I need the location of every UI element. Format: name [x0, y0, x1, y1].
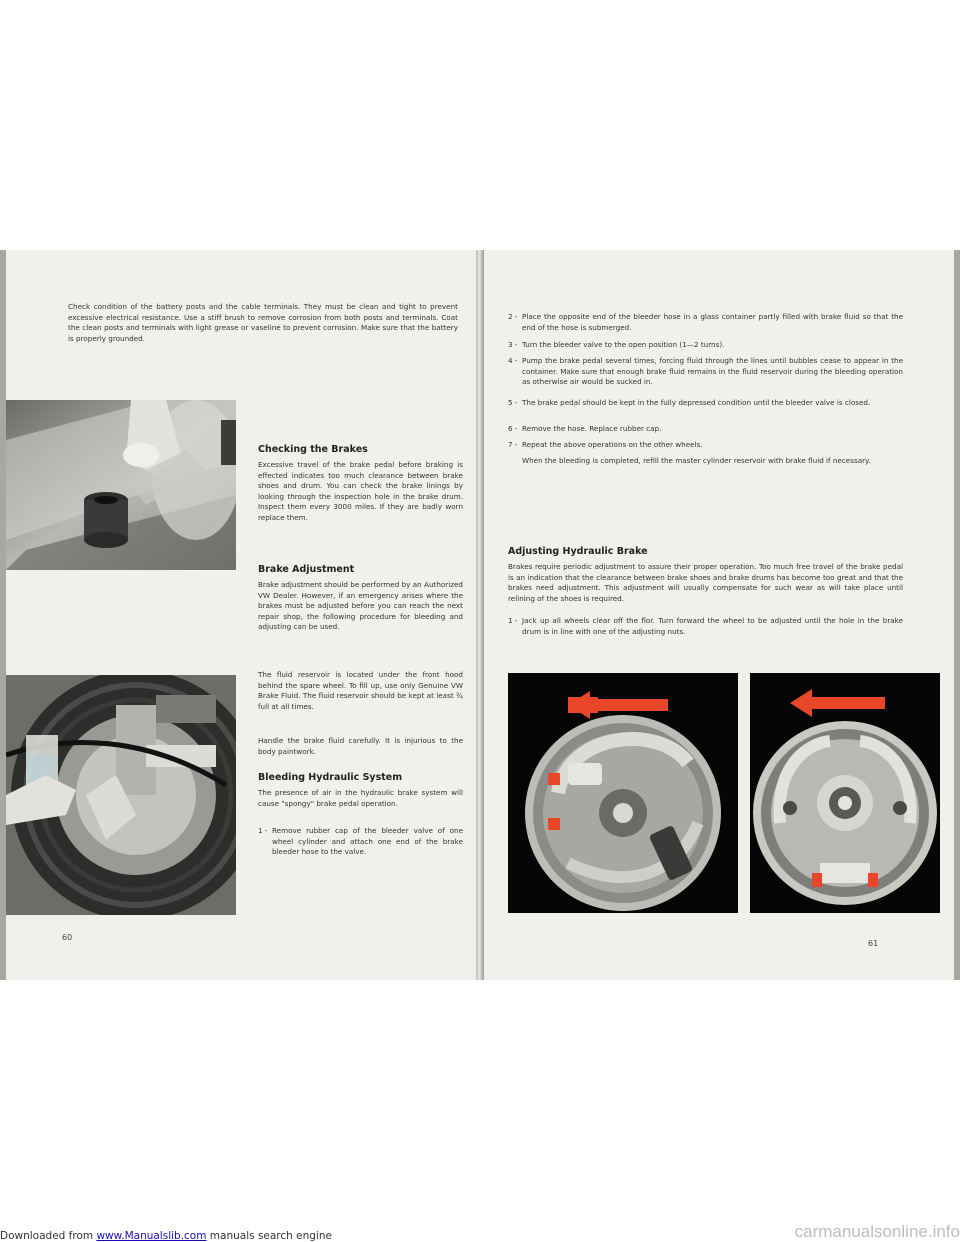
- step-text: Turn the bleeder valve to the open position (1—2 turns).: [522, 340, 725, 349]
- download-footer: [0, 1230, 332, 1242]
- step-number: 1 -: [508, 616, 518, 625]
- bleeding-illustration: [6, 675, 236, 915]
- page-61: [484, 250, 954, 980]
- battery-paragraph: Check condition of the battery posts and the cable terminals. They must be clean and tight to prevent excessive electrical resistance. Use a stiff brush to remove corrosion from both posts and terminals. Coat the clean posts and terminals with light grease or vaseline to prevent corrosion. Make sure that the battery is properly grounded.: [68, 302, 458, 343]
- page-number-60: 60: [62, 933, 73, 942]
- step-number: 6 -: [508, 424, 518, 433]
- step-number: 7 -: [508, 440, 518, 449]
- step-text: Place the opposite end of the bleeder hose in a glass container partly filled with brake fluid so that the end of the hose is submerged.: [522, 312, 903, 332]
- bleeding-heading: Bleeding Hydraulic System: [258, 772, 403, 783]
- bleeding-step-3: [508, 340, 903, 351]
- page-60: [6, 250, 476, 980]
- bleeding-step-2: [508, 312, 903, 333]
- bleeding-paragraph: The presence of air in the hydraulic brake system will cause "spongy" brake pedal operation.: [258, 788, 463, 808]
- step-number: 4 -: [508, 356, 518, 365]
- adjusting-heading: Adjusting Hydraulic Brake: [508, 546, 648, 557]
- bleeding-step-7: [508, 440, 903, 451]
- adjusting-step-1: [508, 616, 903, 637]
- adjustment-heading: Brake Adjustment: [258, 564, 355, 575]
- brake-backplate-illustration-2: [750, 673, 940, 913]
- step-text: Pump the brake pedal several times, forcing fluid through the lines until bubbles cease to appear in the container. Make sure that enough brake fluid remains in the fluid reservoir during the bleeding operation as otherwise air would be sucked in.: [522, 356, 903, 386]
- fluid-reservoir-photo: [6, 400, 236, 570]
- step-number: 1 -: [258, 826, 268, 835]
- step-text: Remove rubber cap of the bleeder valve of one wheel cylinder and attach one end of the brake bleeder hose to the valve.: [272, 826, 463, 856]
- bleeding-step-4: [508, 356, 903, 388]
- step-text: Remove the hose. Replace rubber cap.: [522, 424, 662, 433]
- bleeding-step-1: [258, 826, 463, 858]
- step-number: 2 -: [508, 312, 518, 321]
- fluid-paragraph: The fluid reservoir is located under the front hood behind the spare wheel. To fill up, use only Genuine VW Brake Fluid. The fluid reservoir should be kept at least ¾ full at all times.: [258, 670, 463, 711]
- step-number: 3 -: [508, 340, 518, 349]
- brake-backplate-photo-2: [750, 673, 940, 913]
- adjustment-paragraph: Brake adjustment should be performed by an Authorized VW Dealer. However, if an emergency arises where the brakes must be adjusted before you can reach the next repair shop, the following procedure for bleeding and adjusting can be used.: [258, 580, 463, 631]
- book-edge-right: [954, 250, 960, 980]
- step-number: 5 -: [508, 398, 518, 407]
- handle-paragraph: Handle the brake fluid carefully. It is injurious to the body paintwork.: [258, 736, 463, 756]
- book-gutter: [476, 250, 484, 980]
- fluid-reservoir-illustration: [6, 400, 236, 570]
- bleeding-step-5: [508, 398, 903, 409]
- download-prefix: Downloaded from: [0, 1230, 97, 1242]
- brake-backplate-photo-1: [508, 673, 738, 913]
- step-text: Repeat the above operations on the other wheels.: [522, 440, 703, 449]
- page-number-61: 61: [868, 939, 879, 948]
- adjusting-paragraph: Brakes require periodic adjustment to assure their proper operation. Too much free travel of the brake pedal is an indication that the clearance between brake shoes and brake drums has become too great and that the brakes need adjustment. This adjustment will usually compensate for such wear as will take place until relining of the shoes is required.: [508, 562, 903, 603]
- checking-heading: Checking the Brakes: [258, 444, 368, 455]
- after-bleeding-paragraph: When the bleeding is completed, refill the master cylinder reservoir with brake fluid if necessary.: [522, 456, 871, 465]
- download-suffix: manuals search engine: [206, 1230, 332, 1242]
- step-text: The brake pedal should be kept in the fully depressed condition until the bleeder valve is closed.: [522, 398, 871, 407]
- manualslib-link[interactable]: www.Manualslib.com: [96, 1230, 207, 1242]
- step-text: Jack up all wheels clear off the flor. Turn forward the wheel to be adjusted until the hole in the brake drum is in line with one of the adjusting nuts.: [522, 616, 903, 636]
- bleeding-step-6: [508, 424, 903, 435]
- watermark: carmanualsonline.info: [794, 1222, 960, 1241]
- brake-backplate-illustration-1: [508, 673, 738, 913]
- book-spread: [0, 250, 960, 980]
- bleeding-photo: [6, 675, 236, 915]
- checking-paragraph: Excessive travel of the brake pedal before braking is effected indicates too much clearance between brake shoes and drum. You can check the brake linings by looking through the inspection hole in the brake drum. Inspect them every 3000 miles. If they are badly worn replace them.: [258, 460, 463, 522]
